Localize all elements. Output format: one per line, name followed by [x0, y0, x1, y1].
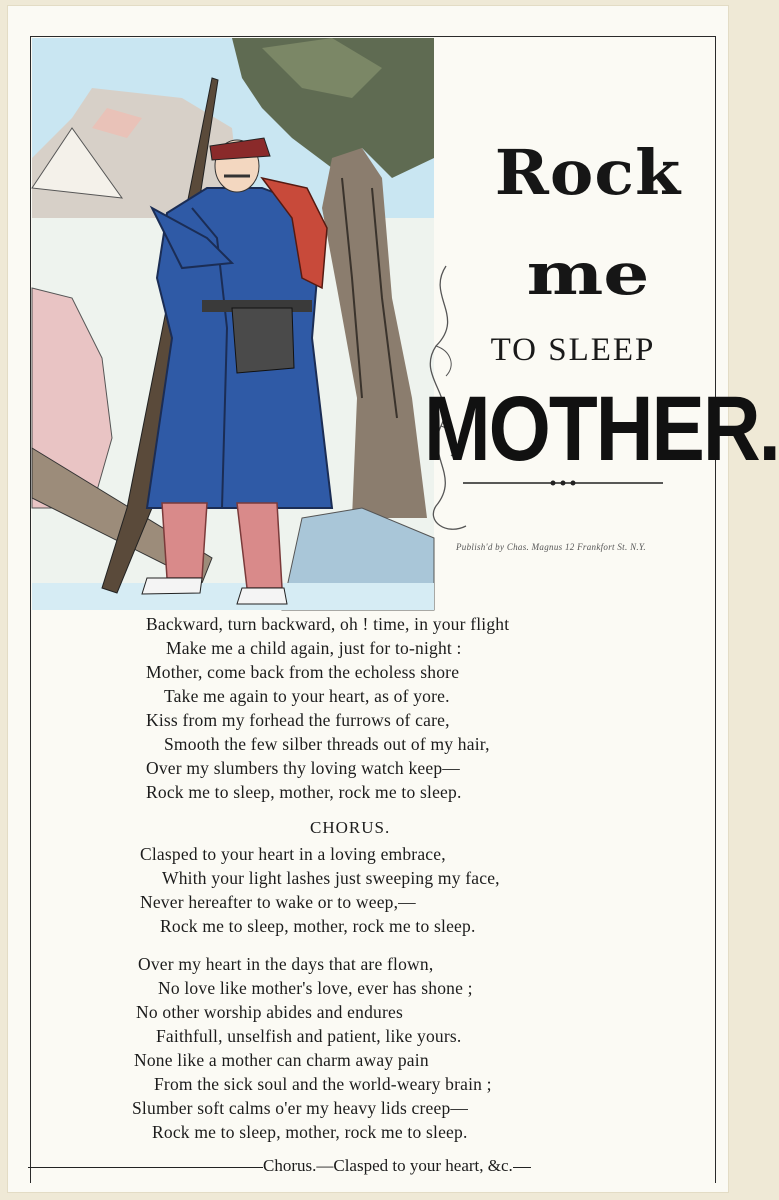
verse-line: Rock me to sleep, mother, rock me to sleep.: [146, 782, 462, 802]
verse-line: Over my slumbers thy loving watch keep—: [146, 758, 460, 778]
chorus-line: Rock me to sleep, mother, rock me to sleep.: [160, 916, 476, 936]
verse-line: No other worship abides and endures: [136, 1002, 404, 1022]
title-line-to-sleep: TO SLEEP: [490, 332, 656, 368]
verse-line: Smooth the few silber threads out of my hair,: [164, 734, 490, 754]
chorus-heading: CHORUS.: [310, 818, 391, 837]
verse-line: Slumber soft calms o'er my heavy lids creep—: [132, 1098, 469, 1118]
title-line-rock: Rock: [494, 136, 682, 209]
chorus-body: [122, 842, 622, 938]
verse-1: [128, 612, 628, 804]
verse-line: No love like mother's love, ever has shone ;: [158, 978, 473, 998]
verse-line: Mother, come back from the echoless shore: [146, 662, 460, 682]
chorus-reprise: [28, 1156, 588, 1176]
title-line-me: me: [526, 240, 650, 308]
verse-2: [120, 952, 620, 1144]
title-line-mother: MOTHER.: [424, 377, 779, 480]
verse-line: From the sick soul and the world-weary brain ;: [154, 1074, 492, 1094]
verse-line: Make me a child again, just for to-night :: [166, 638, 462, 658]
chorus-reprise-text: Chorus.—Clasped to your heart, &c.: [263, 1156, 513, 1175]
verse-line: Over my heart in the days that are flown,: [138, 954, 434, 974]
chorus-line: Whith your light lashes just sweeping my face,: [162, 868, 500, 888]
verse-line: Rock me to sleep, mother, rock me to sleep.: [152, 1122, 468, 1142]
publisher-imprint: Publish'd by Chas. Magnus 12 Frankfort St. N.Y.: [456, 542, 646, 552]
trailing-rule: [513, 1167, 531, 1168]
verse-line: Kiss from my forhead the furrows of care,: [146, 710, 450, 730]
soldier-illustration: [32, 38, 434, 610]
chorus-line: Clasped to your heart in a loving embrace,: [140, 844, 446, 864]
leader-rule: [28, 1167, 263, 1168]
verse-line: Backward, turn backward, oh ! time, in your flight: [146, 614, 510, 634]
verse-line: Take me again to your heart, as of yore.: [164, 686, 450, 706]
verse-line: None like a mother can charm away pain: [134, 1050, 429, 1070]
poem-body: [128, 612, 628, 804]
verse-line: Faithfull, unselfish and patient, like yours.: [156, 1026, 462, 1046]
song-sheet: [8, 6, 779, 1192]
chorus-line: Never hereafter to wake or to weep,—: [140, 892, 416, 912]
